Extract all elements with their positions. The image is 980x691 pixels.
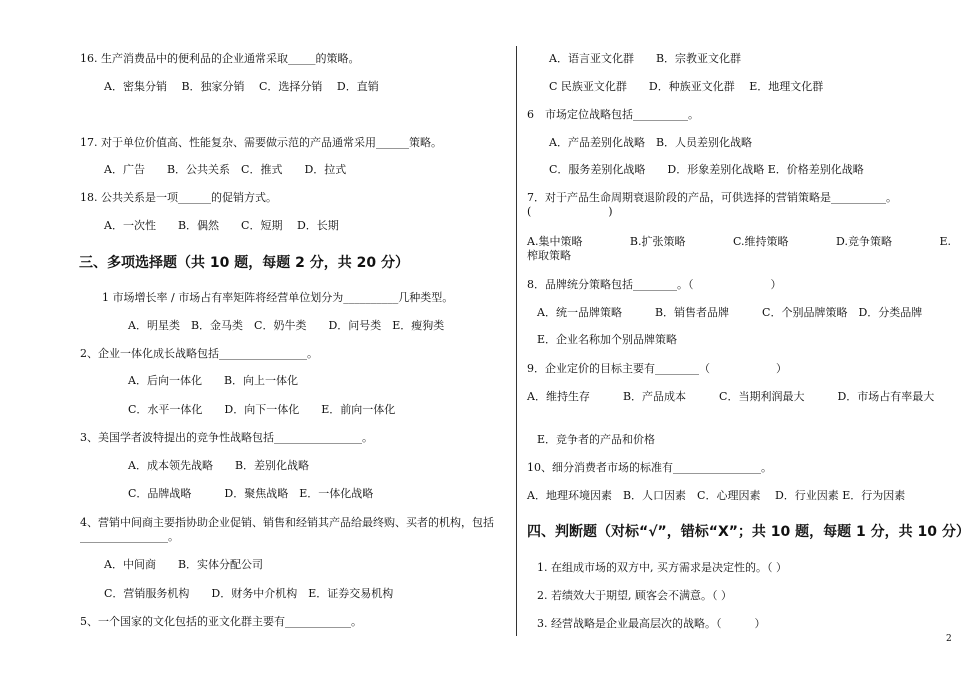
mc-question-5-options-a: A．语言亚文化群 B．宗教亚文化群 <box>549 52 742 65</box>
mc-question-8-options-a: A．统一品牌策略 B．销售者品牌 C．个别品牌策略 D．分类品牌 <box>537 306 923 319</box>
tf-question-2: 2. 若绩效大于期望, 顾客会不满意。（ ） <box>537 589 732 602</box>
mc-question-3: 3、美国学者波特提出的竞争性战略包括________________。 <box>80 431 373 444</box>
mc-question-9-options-a: A．维持生存 B．产品成本 C．当期利润最大 D．市场占有率最大 <box>527 390 935 403</box>
mc-question-2: 2、企业一体化成长战略包括________________。 <box>80 347 318 360</box>
section-heading-multiple-choice: 三、多项选择题（共 10 题，每题 2 分，共 20 分） <box>79 255 409 271</box>
question-18-options: A．一次性 B．偶然 C．短期 D．长期 <box>104 219 339 232</box>
column-divider <box>516 46 517 636</box>
section-heading-true-false: 四、判断题（对标“√”，错标“Χ”；共 10 题，每题 1 分，共 10 分） <box>527 524 970 540</box>
mc-question-6-options-b: C．服务差别化战略 D．形象差别化战略 E．价格差别化战略 <box>549 163 864 176</box>
mc-question-5-options-b: C 民族亚文化群 D．种族亚文化群 E．地理文化群 <box>549 80 824 93</box>
page-number: 2 <box>946 634 952 644</box>
mc-question-4: 4、营销中间商主要指协助企业促销、销售和经销其产品给最终购、买者的机构，包括________________。 <box>80 516 494 543</box>
mc-question-5: 5、一个国家的文化包括的亚文化群主要有____________。 <box>80 615 362 628</box>
mc-question-2-options-b: C．水平一体化 D．向下一体化 E．前向一体化 <box>128 403 396 416</box>
mc-question-9: 9．企业定价的目标主要有________（ ） <box>527 362 787 375</box>
tf-question-1: 1. 在组成市场的双方中, 买方需求是决定性的。（ ） <box>537 561 787 574</box>
mc-question-10: 10、细分消费者市场的标准有________________。 <box>527 461 772 474</box>
tf-question-3: 3. 经营战略是企业最高层次的战略。（ ） <box>537 617 766 630</box>
mc-question-7-answer-blank: ( ) <box>527 205 613 218</box>
mc-question-8-options-b: E．企业名称加个别品牌策略 <box>537 333 678 346</box>
mc-question-6: 6 市场定位战略包括__________。 <box>527 108 699 121</box>
mc-question-10-options: A．地理环境因素 B．人口因素 C．心理因素 D．行业因素 E．行为因素 <box>527 489 906 502</box>
mc-question-7-options: A.集中策略 B.扩张策略 C.维持策略 D.竞争策略 E.榨取策略 <box>527 235 951 262</box>
mc-question-7: 7．对于产品生命周期衰退阶段的产品，可供选择的营销策略是__________。 <box>527 191 897 204</box>
mc-question-3-options-b: C．品牌战略 D．聚焦战略 E．一体化战略 <box>128 487 374 500</box>
mc-question-2-options-a: A．后向一体化 B．向上一体化 <box>128 374 299 387</box>
question-18: 18. 公共关系是一项______的促销方式。 <box>80 191 277 204</box>
mc-question-4-options-a: A．中间商 B．实体分配公司 <box>104 558 264 571</box>
mc-question-4-options-b: C．营销服务机构 D．财务中介机构 E．证券交易机构 <box>104 587 394 600</box>
mc-question-1: 1 市场增长率 / 市场占有率矩阵将经营单位划分为__________几种类型。 <box>102 291 454 304</box>
mc-question-3-options-a: A．成本领先战略 B．差别化战略 <box>128 459 310 472</box>
mc-question-6-options-a: A．产品差别化战略 B．人员差别化战略 <box>549 136 753 149</box>
mc-question-8: 8．品牌统分策略包括________。（ ） <box>527 278 782 291</box>
question-16: 16. 生产消费品中的便利品的企业通常采取_____的策略。 <box>80 52 360 65</box>
question-16-options: A．密集分销 B．独家分销 C．选择分销 D．直销 <box>104 80 379 93</box>
question-17: 17. 对于单位价值高、性能复杂、需要做示范的产品通常采用______策略。 <box>80 136 442 149</box>
mc-question-1-options: A．明星类 B．金马类 C．奶牛类 D．问号类 E．瘦狗类 <box>128 319 445 332</box>
mc-question-9-options-b: E．竞争者的产品和价格 <box>537 433 656 446</box>
question-17-options: A．广告 B．公共关系 C．推式 D．拉式 <box>104 163 347 176</box>
